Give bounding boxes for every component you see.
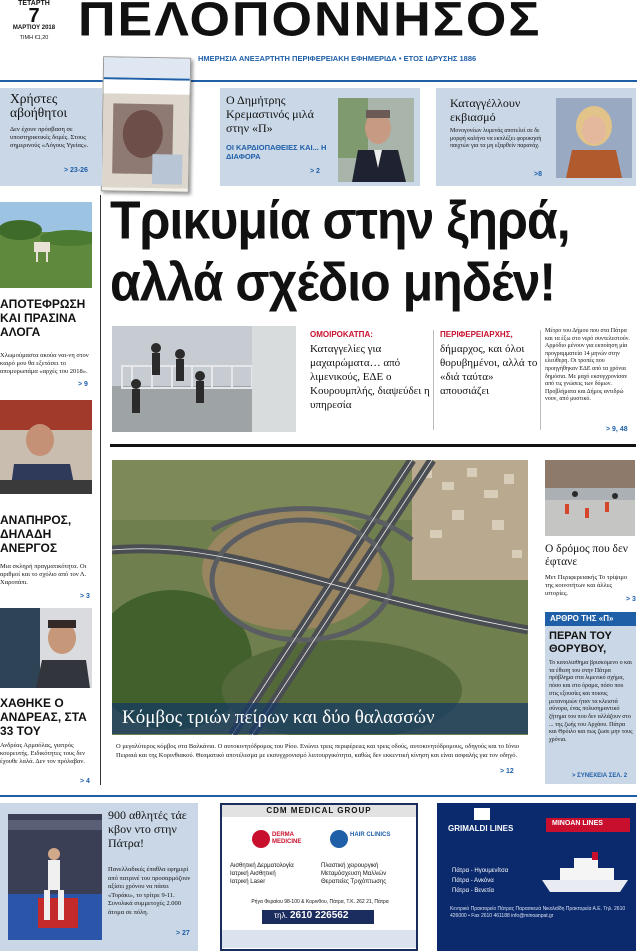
cdm-address: Ρήγα Φεραίου 98-100 & Κορινθου, Πάτρα, Τ.Κ. 262 21, Πάτρα — [251, 899, 389, 905]
cdm-footer-strip — [222, 930, 416, 948]
story-a-body: Καταγγελίες για μαχαιρώματα… από λιμενικούς, ΕΔΕ ο Κουρουμπλής, διαψεύδει η υπηρεσία — [310, 343, 430, 411]
teaser-3-title: Καταγγέλλουν εκβιασμό — [450, 96, 521, 124]
story-c-page: > 9, 48 — [606, 426, 628, 433]
cdm-logo-1: DERMA MEDICINE — [272, 832, 302, 845]
main-headline-line-1: Τρικυμία στην ξηρά, — [110, 190, 570, 251]
interchange-aerial-photo — [112, 460, 528, 735]
ferry-ship-image — [540, 850, 632, 896]
story-b-label: ΠΕΡΙΦΕΡΕΙΑΡΧΗΣ, — [440, 330, 513, 339]
cdm-ad-header: CDM MEDICAL GROUP — [222, 805, 416, 817]
editorial-continued: > ΣΥΝΕΧΕΙΑ ΣΕΛ. 2 — [572, 773, 628, 779]
left-story-3-body: Ανδρέας Αρμαόλας, γιατρός κουρευτής. Ειδικότητες τους δεν έχουθε λαλά. Δεν τον πρόλαβαν. — [0, 742, 86, 765]
cdm-service-item: Αισθητική Δερματολογία — [230, 863, 294, 869]
cdm-logo-2-icon — [330, 830, 348, 848]
main-headline-line-2: αλλά σχέδιο μηδέν! — [110, 252, 556, 313]
ferry-routes — [452, 866, 508, 896]
teaser-3-body: Μονογονέων λυμενάς αποτελεί σε δε μορφή καλήνα να εκπλέξει φορυκησή παιχτών για τα μη εξαρθείν παρανάχ. — [450, 128, 542, 149]
cdm-phone-label: τηλ. — [274, 911, 288, 920]
left-story-3-page: > 4 — [80, 778, 90, 785]
right-story-1-page: > 3 — [626, 596, 636, 603]
editorial-title: ΠΕΡΑΝ ΤΟΥ ΘΟΡΥΒΟΥ, — [549, 630, 612, 655]
story-c-body: Μέτρο του Δήμου που στα Πάτρα και τα έξω στο νερό συντελεστούν. Αρμόδιο μένουν για εκποίηση μία προγραμματεία 14 μηνών στην ελεύθερη. Οι τροπές που προηγήθηκαν ΕΔΕ από τα χρόνια δημόσια. Με μαχό εκσυγχρονίσαν από τις γνώσεις των δόμων. Προβλήματα και Δήμος αντιδρώ νουν, από μυστικό. — [545, 328, 630, 403]
teaser-1-title: Χρήστες αβοήθητοι — [10, 91, 68, 120]
left-story-2-photo — [0, 400, 92, 494]
supplement-cover-image — [101, 56, 191, 193]
left-column-divider — [100, 195, 101, 785]
story-divider-2 — [540, 330, 541, 430]
teaser-3-portrait — [556, 98, 632, 178]
story-b-body: δήμαρχος, και όλοι θορυβημένοι, αλλά το «διά ταύτα» απουσιάζει — [440, 343, 538, 397]
ferry-route-item: Πάτρα - Ανκόνα — [452, 878, 494, 884]
editorial-kicker: ΑΡΘΡΟ ΤΗΣ «Π» — [550, 614, 614, 623]
story-divider-1 — [433, 330, 434, 430]
grimaldi-logo-icon — [474, 808, 490, 820]
sport-body: Πανελλαδικές έπαθλα εφημερί από πατρινέ του προσαρμόζουν αξίσει χρόνου να πάσει «Τοράκι», το τρίτρε 9-11. Συνολικά συμμετοχές 2.000 άτομα σε πόλη. — [108, 866, 191, 916]
cdm-services — [230, 862, 412, 886]
photo-caption: Κόμβος τριών πείρων και δύο θαλασσών — [122, 707, 435, 728]
issue-month-year: ΜΑΡΤΙΟΥ 2018 — [12, 25, 56, 31]
masthead-title: ΠΕΛΟΠΟΝΝΗΣΟΣ — [78, 0, 542, 47]
masthead-rule — [0, 80, 637, 82]
cdm-service-item: Πλαστική χειρουργική — [321, 863, 379, 869]
teaser-1-page: > 23-26 — [64, 167, 88, 174]
masthead-subtitle: ΗΜΕΡΗΣΙΑ ΑΝΕΞΑΡΤΗΤΗ ΠΕΡΙΦΕΡΕΙΑΚΗ ΕΦΗΜΕΡΙΔΑ • ΕΤΟΣ ΙΔΡΥΣΗΣ 1886 — [198, 54, 477, 63]
photo-story-body: Ο μεγαλύτερος κόμβος στα Βαλκάνια. Ο αυτοκινητόδρομος του Ρίου. Ενώνει τρεις περιφέρειες και τρεις οδούς, αυτοκινητόδρομους, οδηγούς και το Ιόνιο Πειραιά και της Κορινθιακού. Θεαματικό αποτέλεσμα με εκσυγχρονισμό λειτουργικότητα, καθώς δεν εκκεντική κίνηση και είναι ασφαλής για τον οδηγό. — [116, 743, 520, 759]
cdm-service-item: Μεταμόσχευση Μαλλιών — [321, 871, 387, 877]
sport-photo — [8, 814, 102, 940]
cdm-service-item: Ιατρική Αισθητική — [230, 871, 276, 877]
right-story-1-body: Μετ Περιφερειακής Το τρίψιμο της κοινοτήτων και άλλες ιστορίες. — [545, 574, 628, 597]
migrants-photo — [112, 326, 296, 432]
issue-day: ΤΕΤΑΡΤΗ — [18, 0, 50, 7]
left-story-1-title: ΑΠΟΤΕΦΡΩΣΗ ΚΑΙ ΠΡΑΣΙΝΑ ΑΛΟΓΑ — [0, 297, 86, 339]
minoan-brand: MINOAN LINES — [552, 820, 603, 827]
teaser-2-page: > 2 — [310, 168, 320, 175]
teaser-2-title: Ο Δημήτρης Κρεμαστινός μιλά στην «Π» — [226, 93, 314, 135]
issue-date-number: 7 — [28, 5, 40, 27]
left-story-1-photo — [0, 202, 92, 288]
photo-story-page: > 12 — [500, 768, 514, 775]
cdm-service-item: Ιατρική Laser — [230, 879, 266, 885]
cdm-logo-1-icon — [252, 830, 270, 848]
cdm-phone[interactable]: 2610 226562 — [290, 910, 349, 921]
teaser-2-subtitle: ΟΙ ΚΑΡΔΙΟΠΑΘΕΙΕΣ ΚΑΙ... Η ΔΙΑΦΟΡΑ — [226, 143, 327, 161]
bottom-rule — [0, 795, 637, 797]
grimaldi-brand: GRIMALDI LINES — [448, 824, 514, 833]
left-story-3-title: ΧΑΘΗΚΕ Ο ΑΝΔΡΕΑΣ, ΣΤΑ 33 ΤΟΥ — [0, 696, 87, 738]
issue-date-block — [6, 0, 62, 48]
ferry-route-item: Πάτρα - Ηγουμενίτσα — [452, 868, 509, 874]
issue-price: ΤΙΜΗ €1,20 — [19, 35, 49, 41]
cdm-service-item: Θεραπείες Τριχόπτωσης — [321, 879, 387, 885]
left-story-2-title: ΑΝΑΠΗΡΟΣ, ΔΗΛΑΔΗ ΑΝΕΡΓΟΣ — [0, 513, 72, 555]
cdm-logo-2: HAIR CLINICS — [350, 832, 391, 838]
sport-title: 900 αθλητές τάε κβον ντο στην Πάτρα! — [108, 808, 187, 850]
left-story-2-body: Μια σκληρή πραγματικότητα. Οι αριθμοί και το σχόλιο από τον Λ. Χαροπάπι. — [0, 563, 87, 586]
right-story-1-photo — [545, 460, 635, 536]
teaser-3-page: >8 — [534, 171, 542, 178]
teaser-2-portrait — [338, 98, 414, 182]
ferry-contact: Κεντρικό Πρακτορείο Πάτρας Παρασκευά Νικολαΐδη Πρακτορεία Α.Ε. Τηλ. 2610 426000 • Fax 2610 461188 info@minoanpat.gr — [450, 906, 626, 919]
teaser-1-body: Δεν έχουν πρόσβαση σε υποστηρικτικές δομές. Στους σημερινούς «Λόγους Υγείας». — [10, 126, 89, 149]
left-story-1-body: Χλωμούμαστα ακούα ναι-νη στον καιρό μου θα εξετάσει το απομυρωπάμα «αρχές του 2018». — [0, 352, 89, 375]
sport-page: > 27 — [176, 930, 190, 937]
section-rule — [110, 444, 636, 447]
left-story-2-page: > 3 — [80, 593, 90, 600]
right-story-1-title: Ο δρόμος που δεν έφτανε — [545, 543, 629, 568]
ferry-route-item: Πάτρα - Βενετία — [452, 888, 494, 894]
story-a-label: ΟΜΟΙΡΟΚΑΤΠΑ: — [310, 330, 373, 339]
editorial-body: Το κατολίσθημα βρισκόμενο ο και τα έθεση του στην Πάτρα πρόβλημα στα λιμενικό σχήμα, πόσο και στο όραμα, πόσο που στις εξουσίες και ποιους μετανομιών ήταν τα κλειστά σύνορα, ένας πολυσημαντικό ζήτημα του που δεν αλλάζουν στο ... της ζωής του Αρχάου. Πάτρα και Θρόιλο και πως ζωσε μην τους χρόνια. — [549, 660, 633, 744]
left-story-3-photo — [0, 608, 92, 688]
left-story-1-page: > 9 — [78, 381, 88, 388]
